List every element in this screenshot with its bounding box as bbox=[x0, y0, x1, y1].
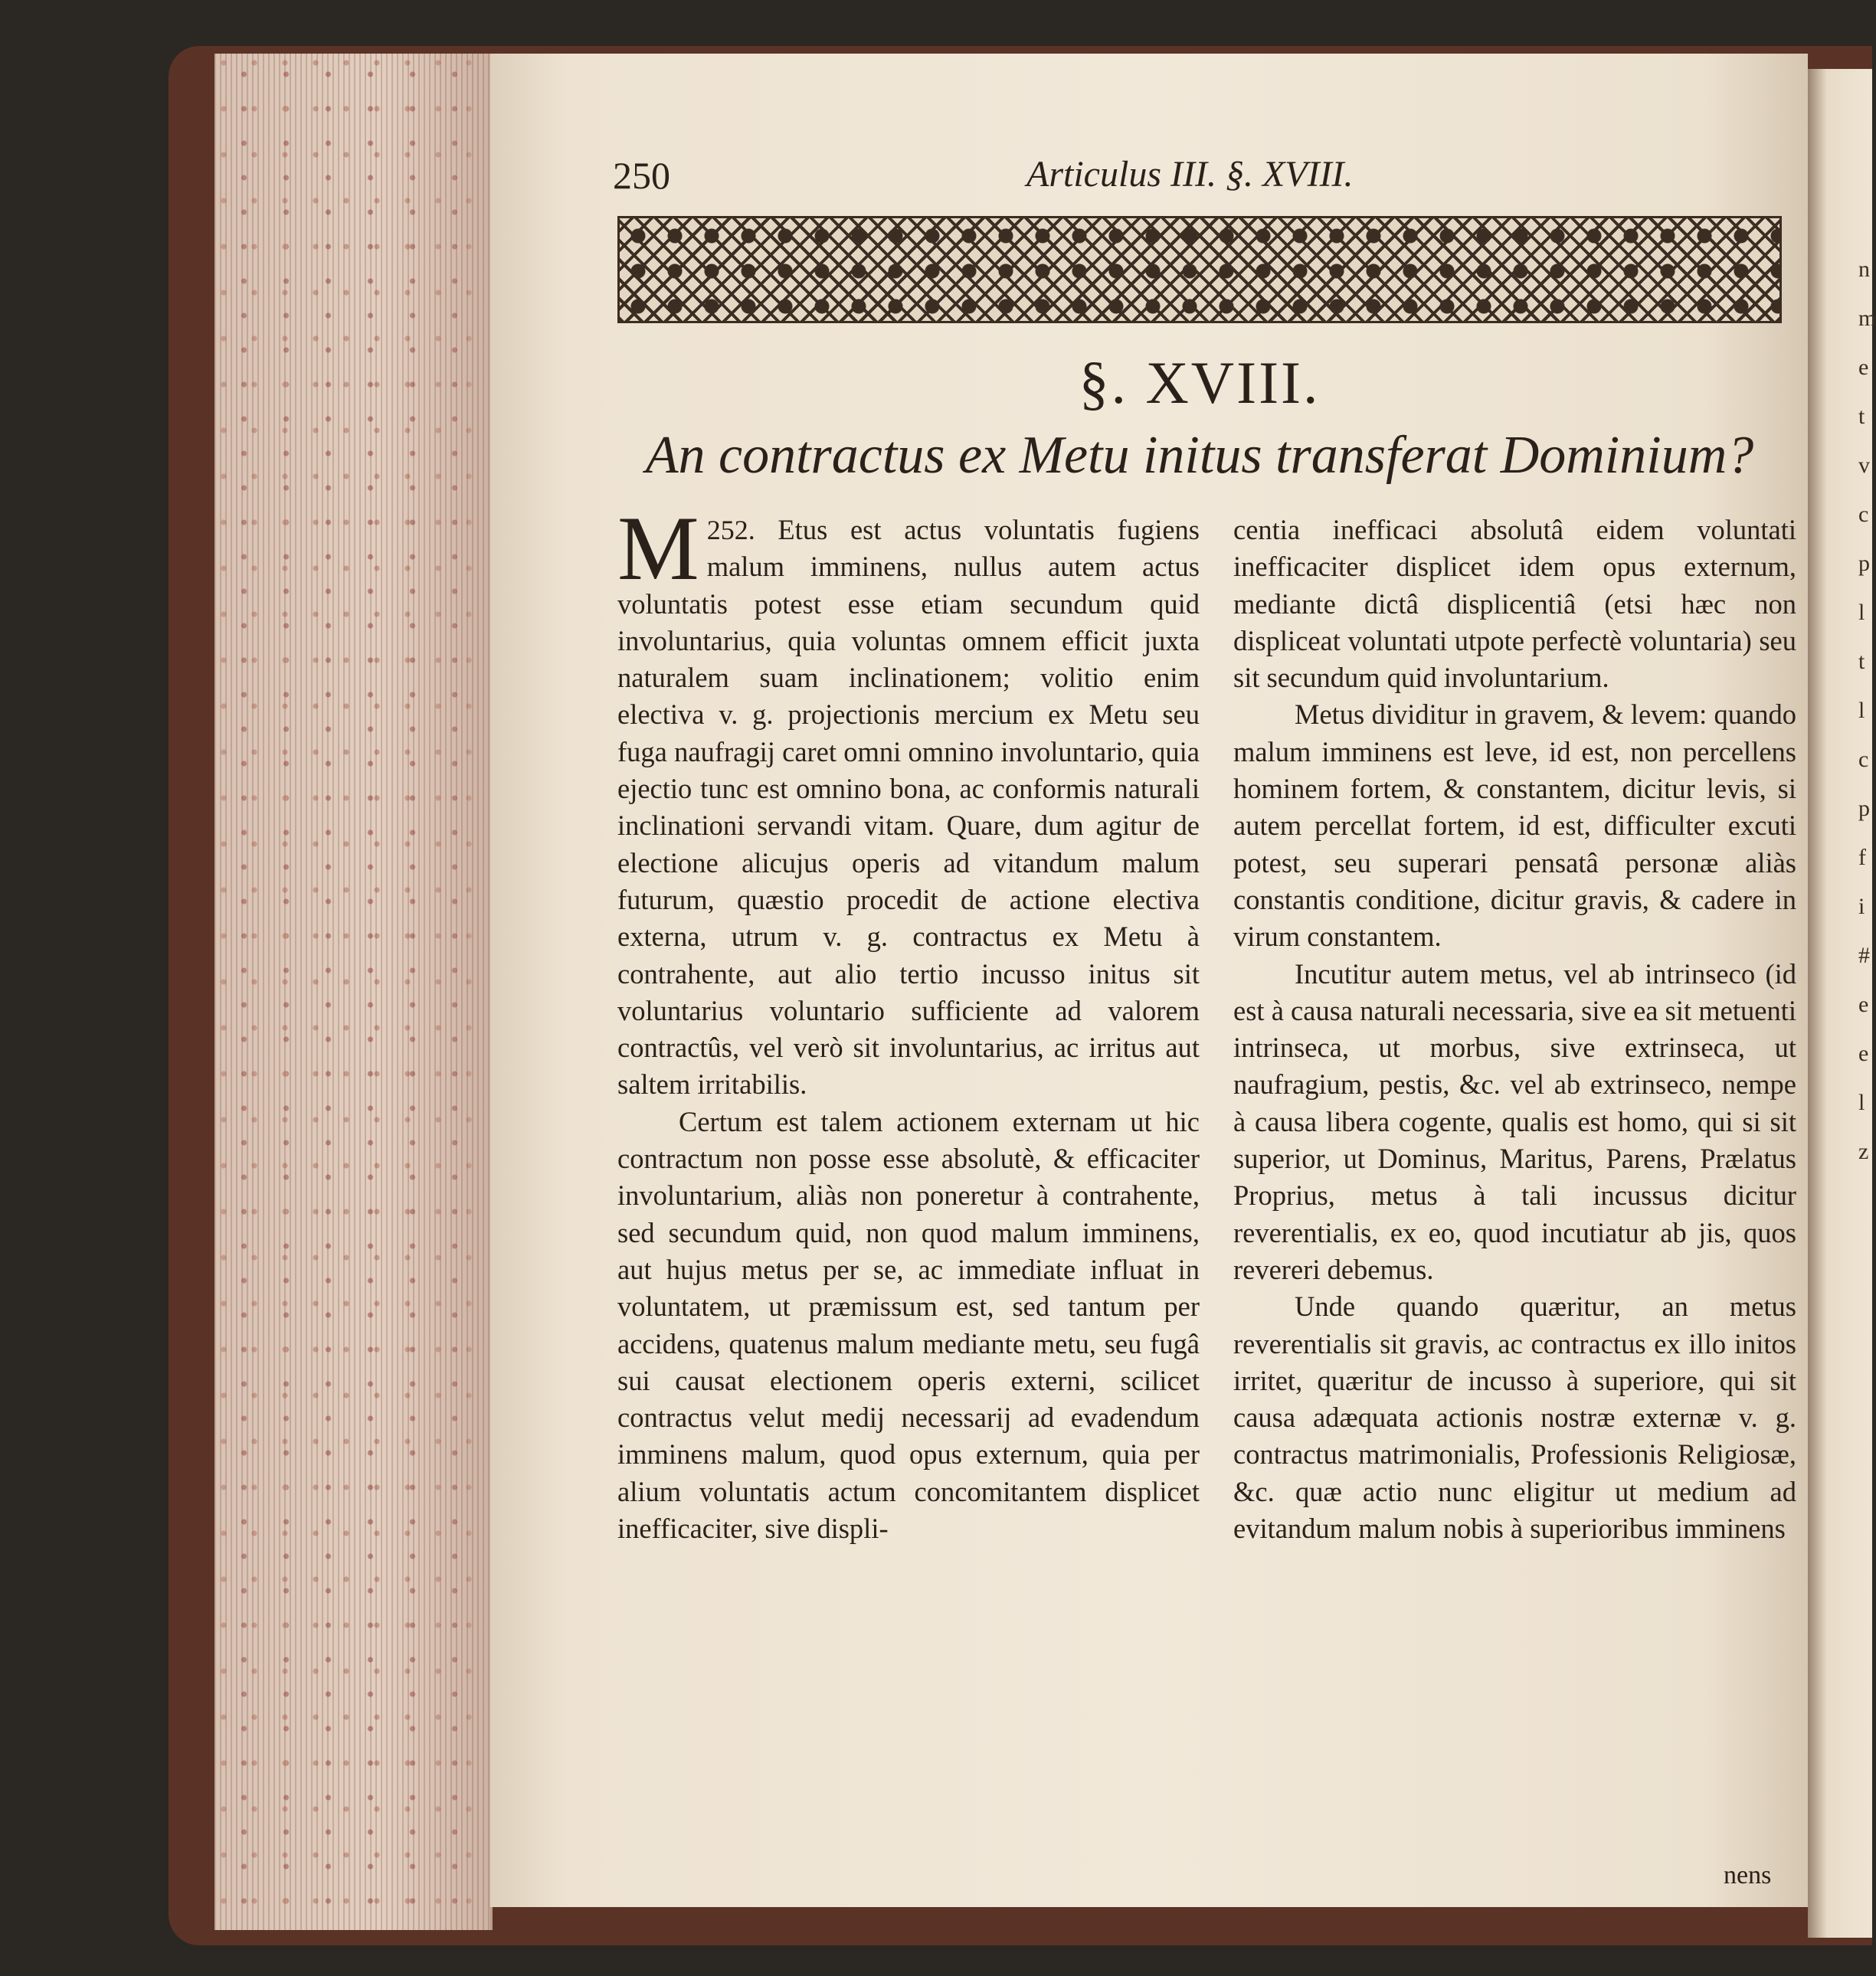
facing-page-letters: n m e t v c p l t l c p f i # e e l z bbox=[1858, 257, 1876, 1164]
running-head bbox=[613, 153, 1808, 207]
paragraph: Unde quando quæritur, an metus reverentialis sit gravis, ac contractus ex illo initos irritet, quæritur de incusso à superiore, qui sit causa adæquata actionis nostræ externæ v. g. contractus matrimonialis, Professionis Religiosæ, &c. quæ actio nunc eligitur ut medium ad evitandum malum nobis à superioribus imminens bbox=[1233, 1291, 1796, 1545]
section-title: An contractus ex Metu initus transferat Dominium? bbox=[645, 426, 1754, 485]
running-head-title: Articulus III. §. XVIII. bbox=[1026, 154, 1354, 195]
paragraph-text: Etus est actus voluntatis fugiens malum imminens, nullus autem actus voluntatis potest esse etiam secundum quid involuntarius, quia voluntas omnem efficit juxta naturalem suam inclinationem; volitio enim electiva v. g. projectionis mercium ex Metu seu fuga naufragij caret omni omnino involuntario, quia ejectio tunc est omnino bona, ac conformis naturali inclinationi servandi vitam. Quare, dum agitur de electione alicujus operis ad vitandum malum futurum, quæstio procedit de actione electiva externa, utrum v. g. contractus ex Metu à contrahente, aut alio tertio incusso initus sit voluntarius voluntario sufficiente ad valorem contractûs, vel verò sit involuntarius, ac irritus aut saltem irritabilis. bbox=[617, 514, 1200, 1101]
paragraph: Certum est talem actionem externam ut hic contractum non posse esse absolutè, & efficaciter involuntarium, aliàs non poneretur à contrahente, sed secundum quid, non quod malum imminens, aut hujus metus per se, ac immediate influat in voluntatem, ut præmissum est, sed tantum per accidens, quatenus malum mediante metu, seu fugâ sui causat electionem operis externi, scilicet contractus velut medij necessarij ad evadendum imminens malum, quod opus externum, quia per alium voluntatis actum concomitantem displicet inefficaciter, sive displi- bbox=[617, 1105, 1200, 1545]
page-edges bbox=[214, 54, 493, 1930]
page-number: 250 bbox=[613, 154, 670, 197]
paragraph: Metus dividitur in gravem, & levem: quando malum imminens est leve, id est, non percellens hominem fortem, & constantem, dicitur levis, si autem percellat fortem, id est, difficulter excuti potest, seu superari pensatâ personæ aliàs constantis conditione, dicitur gravis, & cadere in virum constantem. bbox=[1233, 698, 1796, 953]
paragraph: centia inefficaci absolutâ eidem voluntati inefficaciter displicet idem opus externum, mediante dictâ displicentiâ (etsi hæc non displiceat voluntati utpote perfectè voluntaria) seu sit secundum quid involuntarium. bbox=[1233, 514, 1796, 694]
right-column bbox=[1233, 512, 1796, 1547]
catchword: nens bbox=[1724, 1861, 1772, 1889]
section-number: §. XVIII. bbox=[1079, 349, 1321, 416]
drop-initial: M bbox=[617, 497, 699, 599]
paragraph bbox=[617, 497, 1200, 1104]
paragraph-number: 252. bbox=[706, 515, 755, 545]
left-column bbox=[617, 497, 1200, 1547]
paragraph: Incutitur autem metus, vel ab intrinseco (id est à causa naturali necessaria, sive ea sit metuenti intrinseca, ut morbus, sive extrinseca, ut naufragium, pestis, &c. vel ab extrinseco, nempe à causa libera cogente, qualis est homo, qui si sit superior, ut Dominus, Maritus, Parens, Prælatus Proprius, metus à tali incussus dicitur reverentialis, ex eo, quod incutiatur ab jis, quos revereri debemus. bbox=[1233, 957, 1796, 1285]
ornamental-headpiece bbox=[617, 216, 1782, 323]
